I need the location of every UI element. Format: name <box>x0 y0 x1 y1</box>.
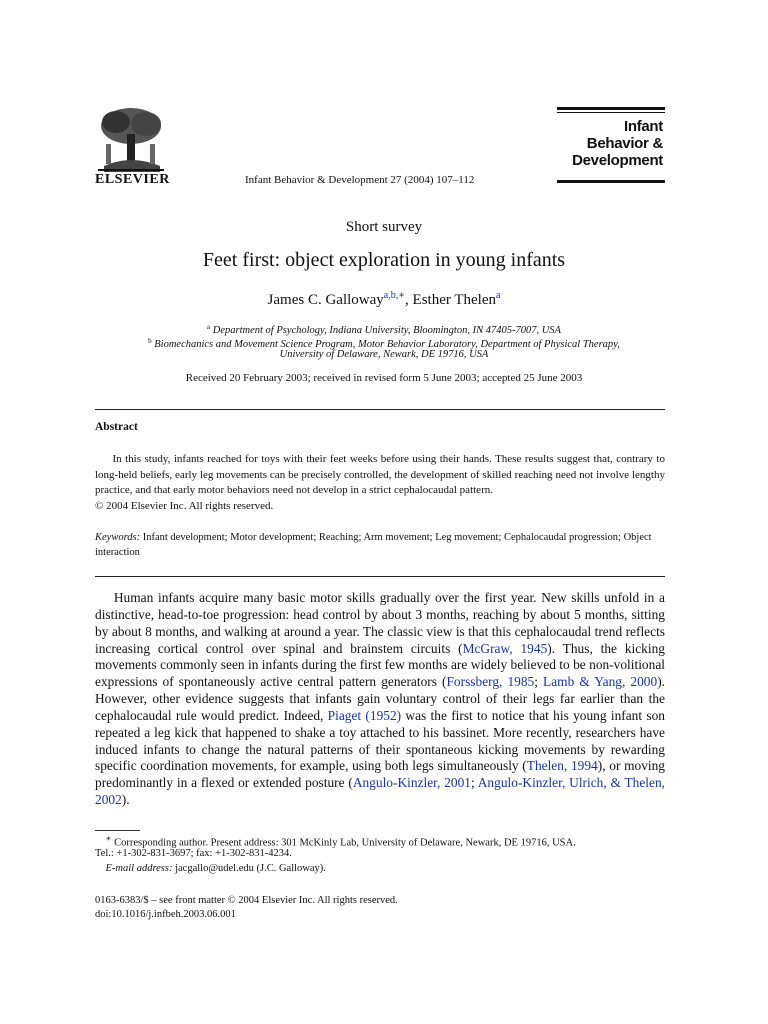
affiliation-a: $^a$ Department of Psychology, Indiana University, Bloomington, IN 47405-7007, USA <box>207 323 561 336</box>
body-paragraph: Human infants acquire many basic motor skills gradually over the first year. New skills unfold in a distinctive, head-to-toe progression: head control by about 3 months, reaching by about 5 months, sitting by about 8 months, and walking at around a year. The classic view is that this cephalocaudal trend reflects increasing cortical control over spinal and brainstem circuits (McGraw, 1945). Thus, the kicking movements commonly seen in infants during the first few months are widely believed to be non-volitional expressions of spontaneously active central pattern generators (Forssberg, 1985; Lamb & Yang, 2000). However, other evidence suggests that infants gain voluntary control of their legs far earlier than the cephalocaudal rule would predict. Indeed, Piaget (1952) was the first to notice that his young infant son repeated a leg kick that happened to shake a toy attached to his bassinet. More recently, researchers have induced infants to change the natural patterns of their spontaneous kicking movements by rewarding specific coordination movements, for example, using both legs simultaneously (Thelen, 1994), or moving predominantly in a flexed or extended posture (Angulo-Kinzler, 2001; Angulo-Kinzler, Ulrich, & Thelen, 2002). <box>95 590 666 808</box>
journal-citation: Infant Behavior & Development 27 (2004) 107–112 <box>245 174 475 186</box>
copyright-line: © 2004 Elsevier Inc. All rights reserved. <box>95 499 274 512</box>
journal-logo-line-2: Behavior & <box>586 135 663 152</box>
author-1-affiliation-link[interactable]: a,b,∗ <box>383 290 406 301</box>
affiliation-b-cont: University of Delaware, Newark, DE 19716, USA <box>279 349 489 360</box>
keywords: Keywords: Infant development; Motor development; Reaching; Arm movement; Leg movement; Cephalocaudal progression; Object interaction <box>95 532 652 558</box>
issn-line: 0163-6383/$ – see front matter © 2004 Elsevier Inc. All rights reserved. <box>95 895 398 906</box>
divider <box>95 576 665 577</box>
received-dates: Received 20 February 2003; received in revised form 5 June 2003; accepted 25 June 2003 <box>185 372 583 384</box>
article-type: Short survey <box>345 219 423 235</box>
elsevier-tree-logo <box>94 104 168 174</box>
corresponding-author-note: ∗ Corresponding author. Present address: 301 McKinly Lab, University of Delaware, Newark, DE 19716, USA. <box>105 833 576 849</box>
abstract-heading: Abstract <box>95 421 138 433</box>
citation-link[interactable]: Forssberg, 1985 <box>446 674 535 690</box>
citation-link[interactable]: McGraw, 1945 <box>462 640 548 656</box>
email-link[interactable]: jacgallo@udel.edu (J.C. Galloway). <box>175 863 326 874</box>
author-1: James C. Galloway <box>267 292 384 308</box>
citation-link[interactable]: Lamb & Yang, 2000 <box>543 674 658 690</box>
article-title: Feet first: object exploration in young infants <box>202 249 566 271</box>
citation-link[interactable]: Thelen, 1994 <box>526 758 598 774</box>
author-separator: , <box>405 292 413 308</box>
contact-email: E-mail address: jacgallo@udel.edu (J.C. Galloway). <box>105 863 326 874</box>
citation-link[interactable]: Angulo-Kinzler, 2001 <box>352 775 471 791</box>
journal-logo-line-3: Development <box>572 152 663 169</box>
abstract-text: In this study, infants reached for toys with their feet weeks before using their hands. These results suggest that, contrary to long-held beliefs, early leg movements can be precisely controlled, the development of skilled reaching need not involve lengthy practice, and that early motor behaviors need not develop in a strict cephalocaudal pattern. © 2004 Elsevier Inc. All rights reserved. <box>95 453 665 512</box>
citation-link[interactable]: Angulo-Kinzler, Ulrich, & Thelen, 2002 <box>95 775 665 808</box>
author-2: Esther Thelen <box>412 292 496 308</box>
publisher-name: ELSEVIER <box>95 172 170 187</box>
doi-line[interactable]: doi:10.1016/j.infbeh.2003.06.001 <box>95 909 236 920</box>
citation-link[interactable]: Piaget (1952) <box>327 707 402 723</box>
author-list <box>0 290 768 309</box>
divider <box>95 409 665 410</box>
journal-logo <box>557 107 665 183</box>
affiliation-b: $^b$ Biomechanics and Movement Science Program, Motor Behavior Laboratory, Department of Physical Therapy, <box>148 337 620 350</box>
author-2-affiliation-link[interactable]: a <box>495 290 501 301</box>
contact-phone: Tel.: +1-302-831-3697; fax: +1-302-831-4234. <box>95 848 292 859</box>
journal-logo-line-1: Infant <box>623 118 663 135</box>
